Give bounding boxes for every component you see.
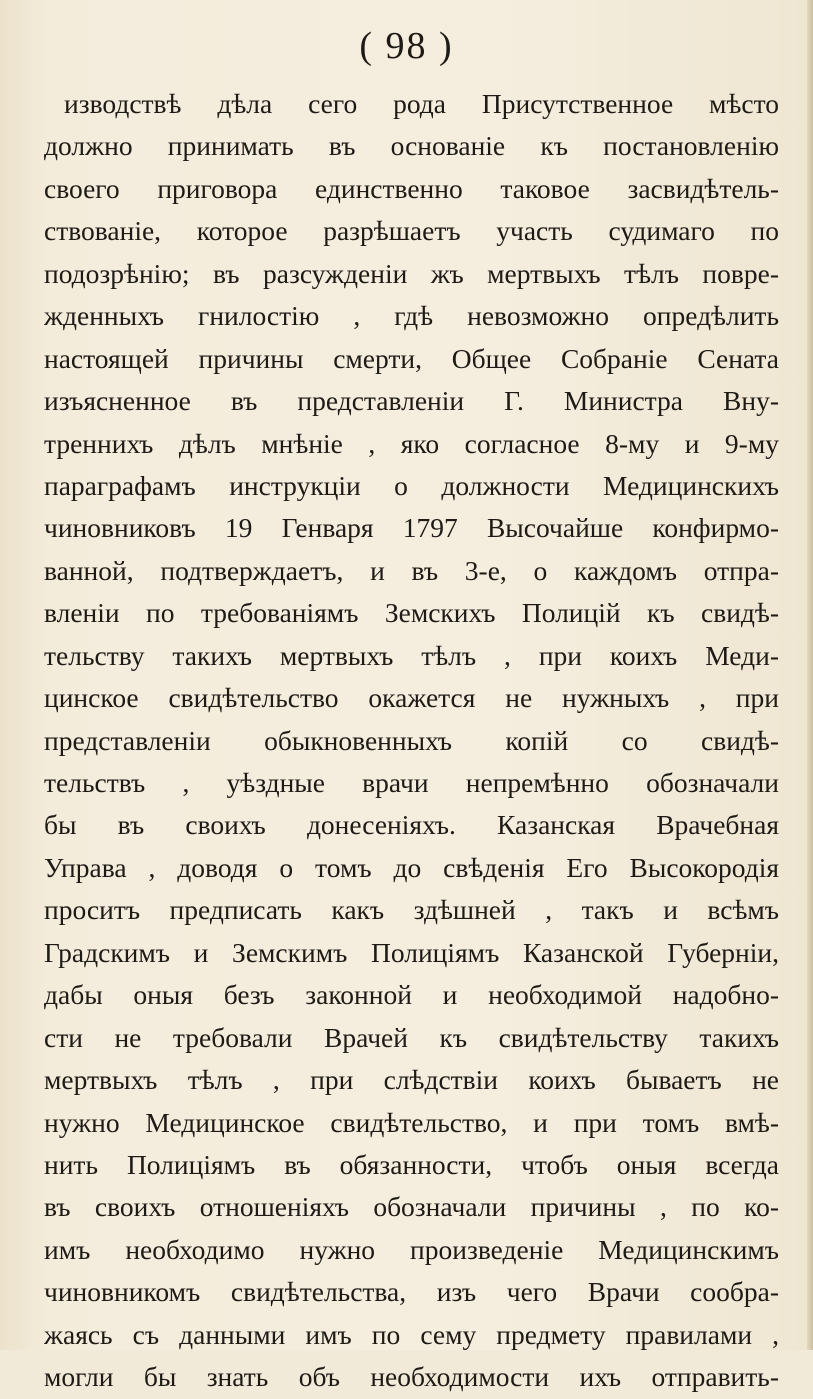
text-line: изъясненное въ представленіи Г. Министра Вну- — [44, 385, 779, 417]
text-line: чиновниковъ 19 Генваря 1797 Высочайше конфирмо- — [44, 512, 779, 544]
text-line: вленіи по требованіямъ Земскихъ Полицій къ свидѣ- — [44, 597, 779, 629]
text-line: нить Полиціямъ въ обязанности, чтобъ оныя всегда — [44, 1148, 779, 1180]
text-line: дабы оныя безъ законной и необходимой надобно- — [44, 979, 779, 1011]
text-line: чиновникомъ свидѣтельства, изъ чего Врачи сообра- — [44, 1276, 779, 1308]
text-line: жденныхъ гнилостію , гдѣ невозможно опредѣлить — [44, 300, 779, 332]
text-line: своего приговора единственно таковое засвидѣтель- — [44, 172, 779, 204]
text-line: Градскимъ и Земскимъ Полиціямъ Казанской Губерніи, — [44, 936, 779, 968]
text-line: бы въ своихъ донесеніяхъ. Казанская Врачебная — [44, 809, 779, 841]
text-line: цинское свидѣтельство окажется не нужныхъ , при — [44, 682, 779, 714]
body-text — [44, 83, 779, 1399]
text-line: могли бы знать объ необходимости ихъ отправить- — [44, 1361, 779, 1393]
text-line: мертвыхъ тѣлъ , при слѣдствіи коихъ бываетъ не — [44, 1064, 779, 1096]
text-line: сти не требовали Врачей къ свидѣтельству такихъ — [44, 1021, 779, 1053]
text-line: настоящей причины смерти, Общее Собраніе Сената — [44, 342, 779, 374]
text-line: проситъ предписать какъ здѣшней , такъ и всѣмъ — [44, 894, 779, 926]
text-line: имъ необходимо нужно произведеніе Медицинскимъ — [44, 1233, 779, 1265]
text-line: жаясь съ данными имъ по сему предмету правилами , — [44, 1318, 779, 1350]
text-line: треннихъ дѣлъ мнѣніе , яко согласное 8-му и 9-му — [44, 427, 779, 459]
text-line: должно принимать въ основаніе къ постановленію — [44, 130, 779, 162]
text-line: ствованіе, которое разрѣшаетъ участь судимаго по — [44, 215, 779, 247]
text-line: нужно Медицинское свидѣтельство, и при томъ вмѣ- — [44, 1106, 779, 1138]
text-line: въ своихъ отношеніяхъ обозначали причины , по ко- — [44, 1191, 779, 1223]
text-line: тельствъ , уѣздные врачи непремѣнно обозначали — [44, 767, 779, 798]
text-line: Управа , доводя о томъ до свѣденія Его Высокородія — [44, 851, 779, 883]
text-line: представленіи обыкновенныхъ копій со свидѣ- — [44, 724, 779, 756]
page-number-header: ( 98 ) — [359, 25, 454, 67]
page-edge-shadow — [807, 0, 813, 1350]
text-line: изводствѣ дѣла сего рода Присутственное мѣсто — [64, 88, 779, 119]
text-line: параграфамъ инструкціи о должности Медицинскихъ — [44, 469, 779, 501]
text-line: подозрѣнію; въ разсужденіи жъ мертвыхъ тѣлъ повре- — [44, 257, 779, 289]
text-line: тельству такихъ мертвыхъ тѣлъ , при коихъ Меди- — [44, 639, 779, 671]
text-line: ванной, подтверждаетъ, и въ 3-е, о каждомъ отпра- — [44, 554, 779, 586]
